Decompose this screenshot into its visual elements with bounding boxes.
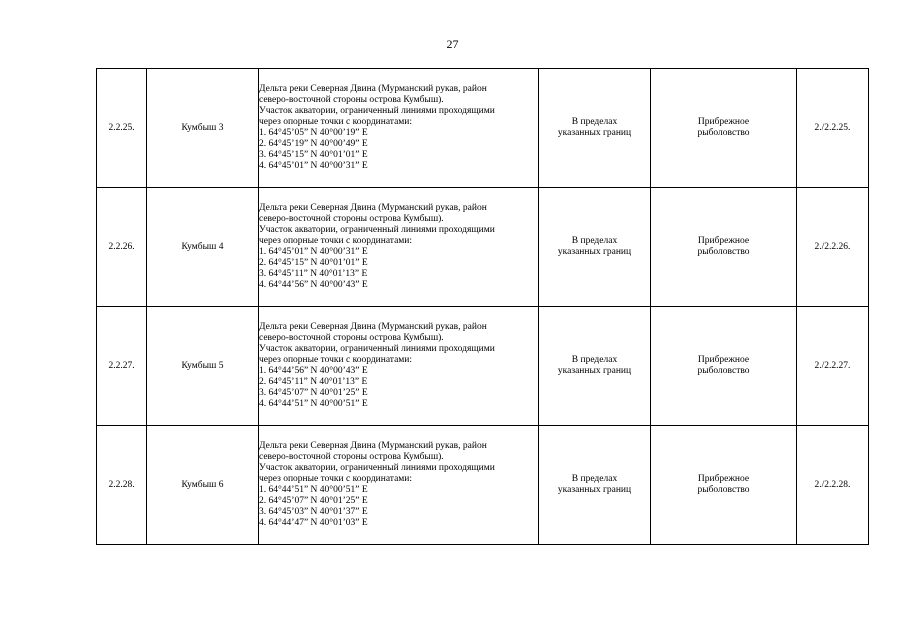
area-description-cell <box>259 307 539 426</box>
coordinate-point: 2. 64°45’11” N 40°01’13” E <box>259 377 368 387</box>
area-name-cell: Кумбыш 3 <box>147 69 259 188</box>
limits-line: В пределах <box>571 474 618 484</box>
limits-cell <box>539 188 651 307</box>
fishing-type-cell <box>651 307 797 426</box>
fishing-type-line: рыболовство <box>697 366 750 376</box>
description-line: Участок акватории, ограниченный линиями проходящими <box>259 225 495 235</box>
limits-line: указанных границ <box>557 247 632 257</box>
description-line: Дельта реки Северная Двина (Мурманский рукав, район <box>259 322 487 332</box>
description-line: через опорные точки с координатами: <box>259 474 413 484</box>
description-line: Дельта реки Северная Двина (Мурманский рукав, район <box>259 84 487 94</box>
coordinate-point: 2. 64°45’07” N 40°01’25” E <box>259 496 368 506</box>
description-line: через опорные точки с координатами: <box>259 117 413 127</box>
coordinate-point: 2. 64°45’15” N 40°01’01” E <box>259 258 368 268</box>
area-name-cell: Кумбыш 4 <box>147 188 259 307</box>
limits-line: указанных границ <box>557 485 632 495</box>
coordinate-point: 1. 64°44’51” N 40°00’51” E <box>259 485 368 495</box>
limits-line: В пределах <box>571 236 618 246</box>
fishing-type-line: Прибрежное <box>697 236 750 246</box>
row-number-cell: 2.2.28. <box>97 426 147 545</box>
coordinate-point: 4. 64°45’01” N 40°00’31” E <box>259 161 368 171</box>
limits-line: В пределах <box>571 117 618 127</box>
area-description-cell <box>259 188 539 307</box>
fishing-type-cell <box>651 188 797 307</box>
coordinate-point: 1. 64°45’01” N 40°00’31” E <box>259 247 368 257</box>
table-row <box>97 307 869 426</box>
limits-line: указанных границ <box>557 366 632 376</box>
description-line: Участок акватории, ограниченный линиями проходящими <box>259 463 495 473</box>
coordinate-point: 4. 64°44’47” N 40°01’03” E <box>259 518 368 528</box>
reference-cell: 2./2.2.26. <box>797 188 869 307</box>
table-row <box>97 69 869 188</box>
reference-cell: 2./2.2.25. <box>797 69 869 188</box>
limits-cell <box>539 307 651 426</box>
description-line: Дельта реки Северная Двина (Мурманский рукав, район <box>259 441 487 451</box>
coordinate-point: 3. 64°45’03” N 40°01’37” E <box>259 507 368 517</box>
area-name-cell: Кумбыш 5 <box>147 307 259 426</box>
coordinate-point: 3. 64°45’11” N 40°01’13” E <box>259 269 368 279</box>
table-row <box>97 426 869 545</box>
area-description-cell <box>259 69 539 188</box>
row-number-cell: 2.2.26. <box>97 188 147 307</box>
description-line: Дельта реки Северная Двина (Мурманский рукав, район <box>259 203 487 213</box>
limits-cell <box>539 426 651 545</box>
row-number-cell: 2.2.27. <box>97 307 147 426</box>
fishing-areas-table <box>96 68 869 545</box>
description-line: северо-восточной стороны острова Кумбыш). <box>259 95 444 105</box>
limits-line: указанных границ <box>557 128 632 138</box>
fishing-type-line: Прибрежное <box>697 474 750 484</box>
area-name-cell: Кумбыш 6 <box>147 426 259 545</box>
reference-cell: 2./2.2.27. <box>797 307 869 426</box>
fishing-type-cell <box>651 426 797 545</box>
coordinate-point: 1. 64°44’56” N 40°00’43” E <box>259 366 368 376</box>
row-number-cell: 2.2.25. <box>97 69 147 188</box>
coordinate-point: 1. 64°45’05” N 40°00’19” E <box>259 128 368 138</box>
description-line: северо-восточной стороны острова Кумбыш). <box>259 452 444 462</box>
limits-cell <box>539 69 651 188</box>
description-line: Участок акватории, ограниченный линиями проходящими <box>259 344 495 354</box>
coordinate-point: 2. 64°45’19” N 40°00’49” E <box>259 139 368 149</box>
fishing-type-line: Прибрежное <box>697 355 750 365</box>
fishing-type-line: рыболовство <box>697 128 750 138</box>
description-line: через опорные точки с координатами: <box>259 355 413 365</box>
reference-cell: 2./2.2.28. <box>797 426 869 545</box>
table-row <box>97 188 869 307</box>
page-number: 27 <box>446 37 459 51</box>
area-description-cell <box>259 426 539 545</box>
fishing-type-line: рыболовство <box>697 247 750 257</box>
fishing-type-line: рыболовство <box>697 485 750 495</box>
coordinate-point: 4. 64°44’51” N 40°00’51” E <box>259 399 368 409</box>
description-line: северо-восточной стороны острова Кумбыш). <box>259 214 444 224</box>
coordinate-point: 4. 64°44’56” N 40°00’43” E <box>259 280 368 290</box>
fishing-type-cell <box>651 69 797 188</box>
description-line: северо-восточной стороны острова Кумбыш). <box>259 333 444 343</box>
coordinate-point: 3. 64°45’07” N 40°01’25” E <box>259 388 368 398</box>
fishing-type-line: Прибрежное <box>697 117 750 127</box>
description-line: через опорные точки с координатами: <box>259 236 413 246</box>
limits-line: В пределах <box>571 355 618 365</box>
coordinate-point: 3. 64°45’15” N 40°01’01” E <box>259 150 368 160</box>
description-line: Участок акватории, ограниченный линиями проходящими <box>259 106 495 116</box>
